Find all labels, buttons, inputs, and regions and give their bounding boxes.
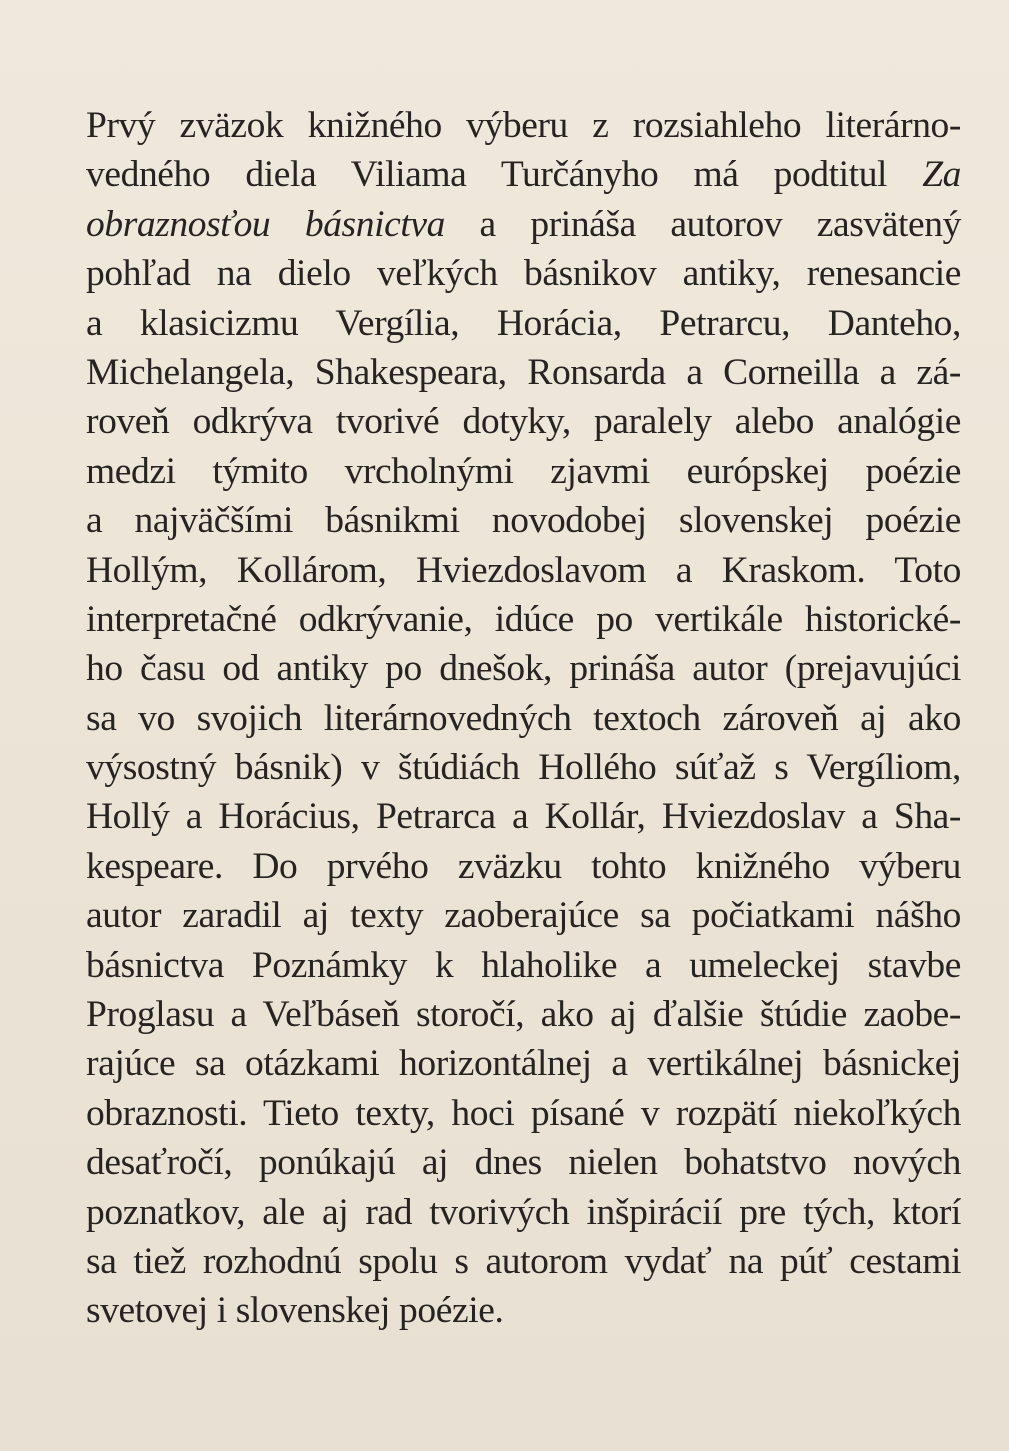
text-run: interpretačné odkrývanie, idúce po vertikále historické- [86,598,961,640]
text-run: rajúce sa otázkami horizontálnej a vertikálnej básnickej [86,1043,961,1085]
text-line [86,595,961,644]
text-line [86,397,961,446]
text-run: básnictva Poznámky k hlaholike a umeleckej stavbe [86,944,961,986]
text-run: medzi týmito vrcholnými zjavmi európskej poézie [86,450,961,492]
text-run: kespeare. Do prvého zväzku tohto knižného výberu [86,845,961,887]
body-paragraph [86,101,961,1336]
text-run: a prináša autorov zasvätený [444,203,961,245]
text-run: a klasicizmu Vergília, Horácia, Petrarcu, Danteho, [86,302,961,344]
text-run: pohľad na dielo veľkých básnikov antiky, renesancie [86,253,961,295]
text-line [86,1188,961,1237]
text-run: Michelangela, Shakespeara, Ronsarda a Corneilla a zá- [86,351,961,393]
text-line [86,1237,961,1286]
text-run: ho času od antiky po dnešok, prináša autor (prejavujúci [86,648,961,690]
text-line [86,447,961,496]
text-line [86,101,961,150]
text-run: sa tiež rozhodnú spolu s autorom vydať na púť cestami [86,1240,961,1282]
text-line [86,1286,961,1335]
text-run: autor zaradil aj texty zaoberajúce sa počiatkami nášho [86,895,961,937]
text-line [86,1039,961,1088]
text-run: Hollým, Kollárom, Hviezdoslavom a Kraskom. Toto [86,549,961,591]
text-line [86,150,961,199]
text-line [86,990,961,1039]
text-line [86,200,961,249]
text-run: sa vo svojich literárnovedných textoch zároveň aj ako [86,697,961,739]
text-line [86,249,961,298]
text-line [86,842,961,891]
italic-title-run: obraznosťou básnictva [86,203,445,245]
text-line [86,496,961,545]
text-run: poznatkov, ale aj rad tvorivých inšpirácií pre tých, ktorí [86,1191,961,1233]
text-line [86,348,961,397]
text-run: Hollý a Horácius, Petrarca a Kollár, Hviezdoslav a Sha- [86,796,961,838]
text-run: obraznosti. Tieto texty, hoci písané v rozpätí niekoľkých [86,1092,961,1134]
text-line [86,694,961,743]
text-run: vedného diela Viliama Turčányho má podtitul [86,154,923,196]
text-line [86,891,961,940]
text-run: Prvý zväzok knižného výberu z rozsiahleho literárno- [86,105,961,146]
text-line [86,941,961,990]
text-line [86,792,961,841]
text-run: roveň odkrýva tvorivé dotyky, paralely alebo analógie [86,401,961,443]
text-run: a najväčšími básnikmi novodobej slovenskej poézie [86,500,961,542]
text-run: desaťročí, ponúkajú aj dnes nielen bohatstvo nových [86,1142,961,1184]
text-run: Proglasu a Veľbáseň storočí, ako aj ďalšie štúdie zaobe- [86,994,961,1036]
text-line [86,546,961,595]
text-line [86,743,961,792]
text-line [86,1089,961,1138]
text-line [86,1138,961,1187]
text-run: svetovej i slovenskej poézie. [86,1290,504,1332]
text-line [86,299,961,348]
text-run: výsostný básnik) v štúdiách Hollého súťaž s Vergíliom, [86,747,961,789]
text-line [86,644,961,693]
italic-title-run: Za [922,154,961,196]
